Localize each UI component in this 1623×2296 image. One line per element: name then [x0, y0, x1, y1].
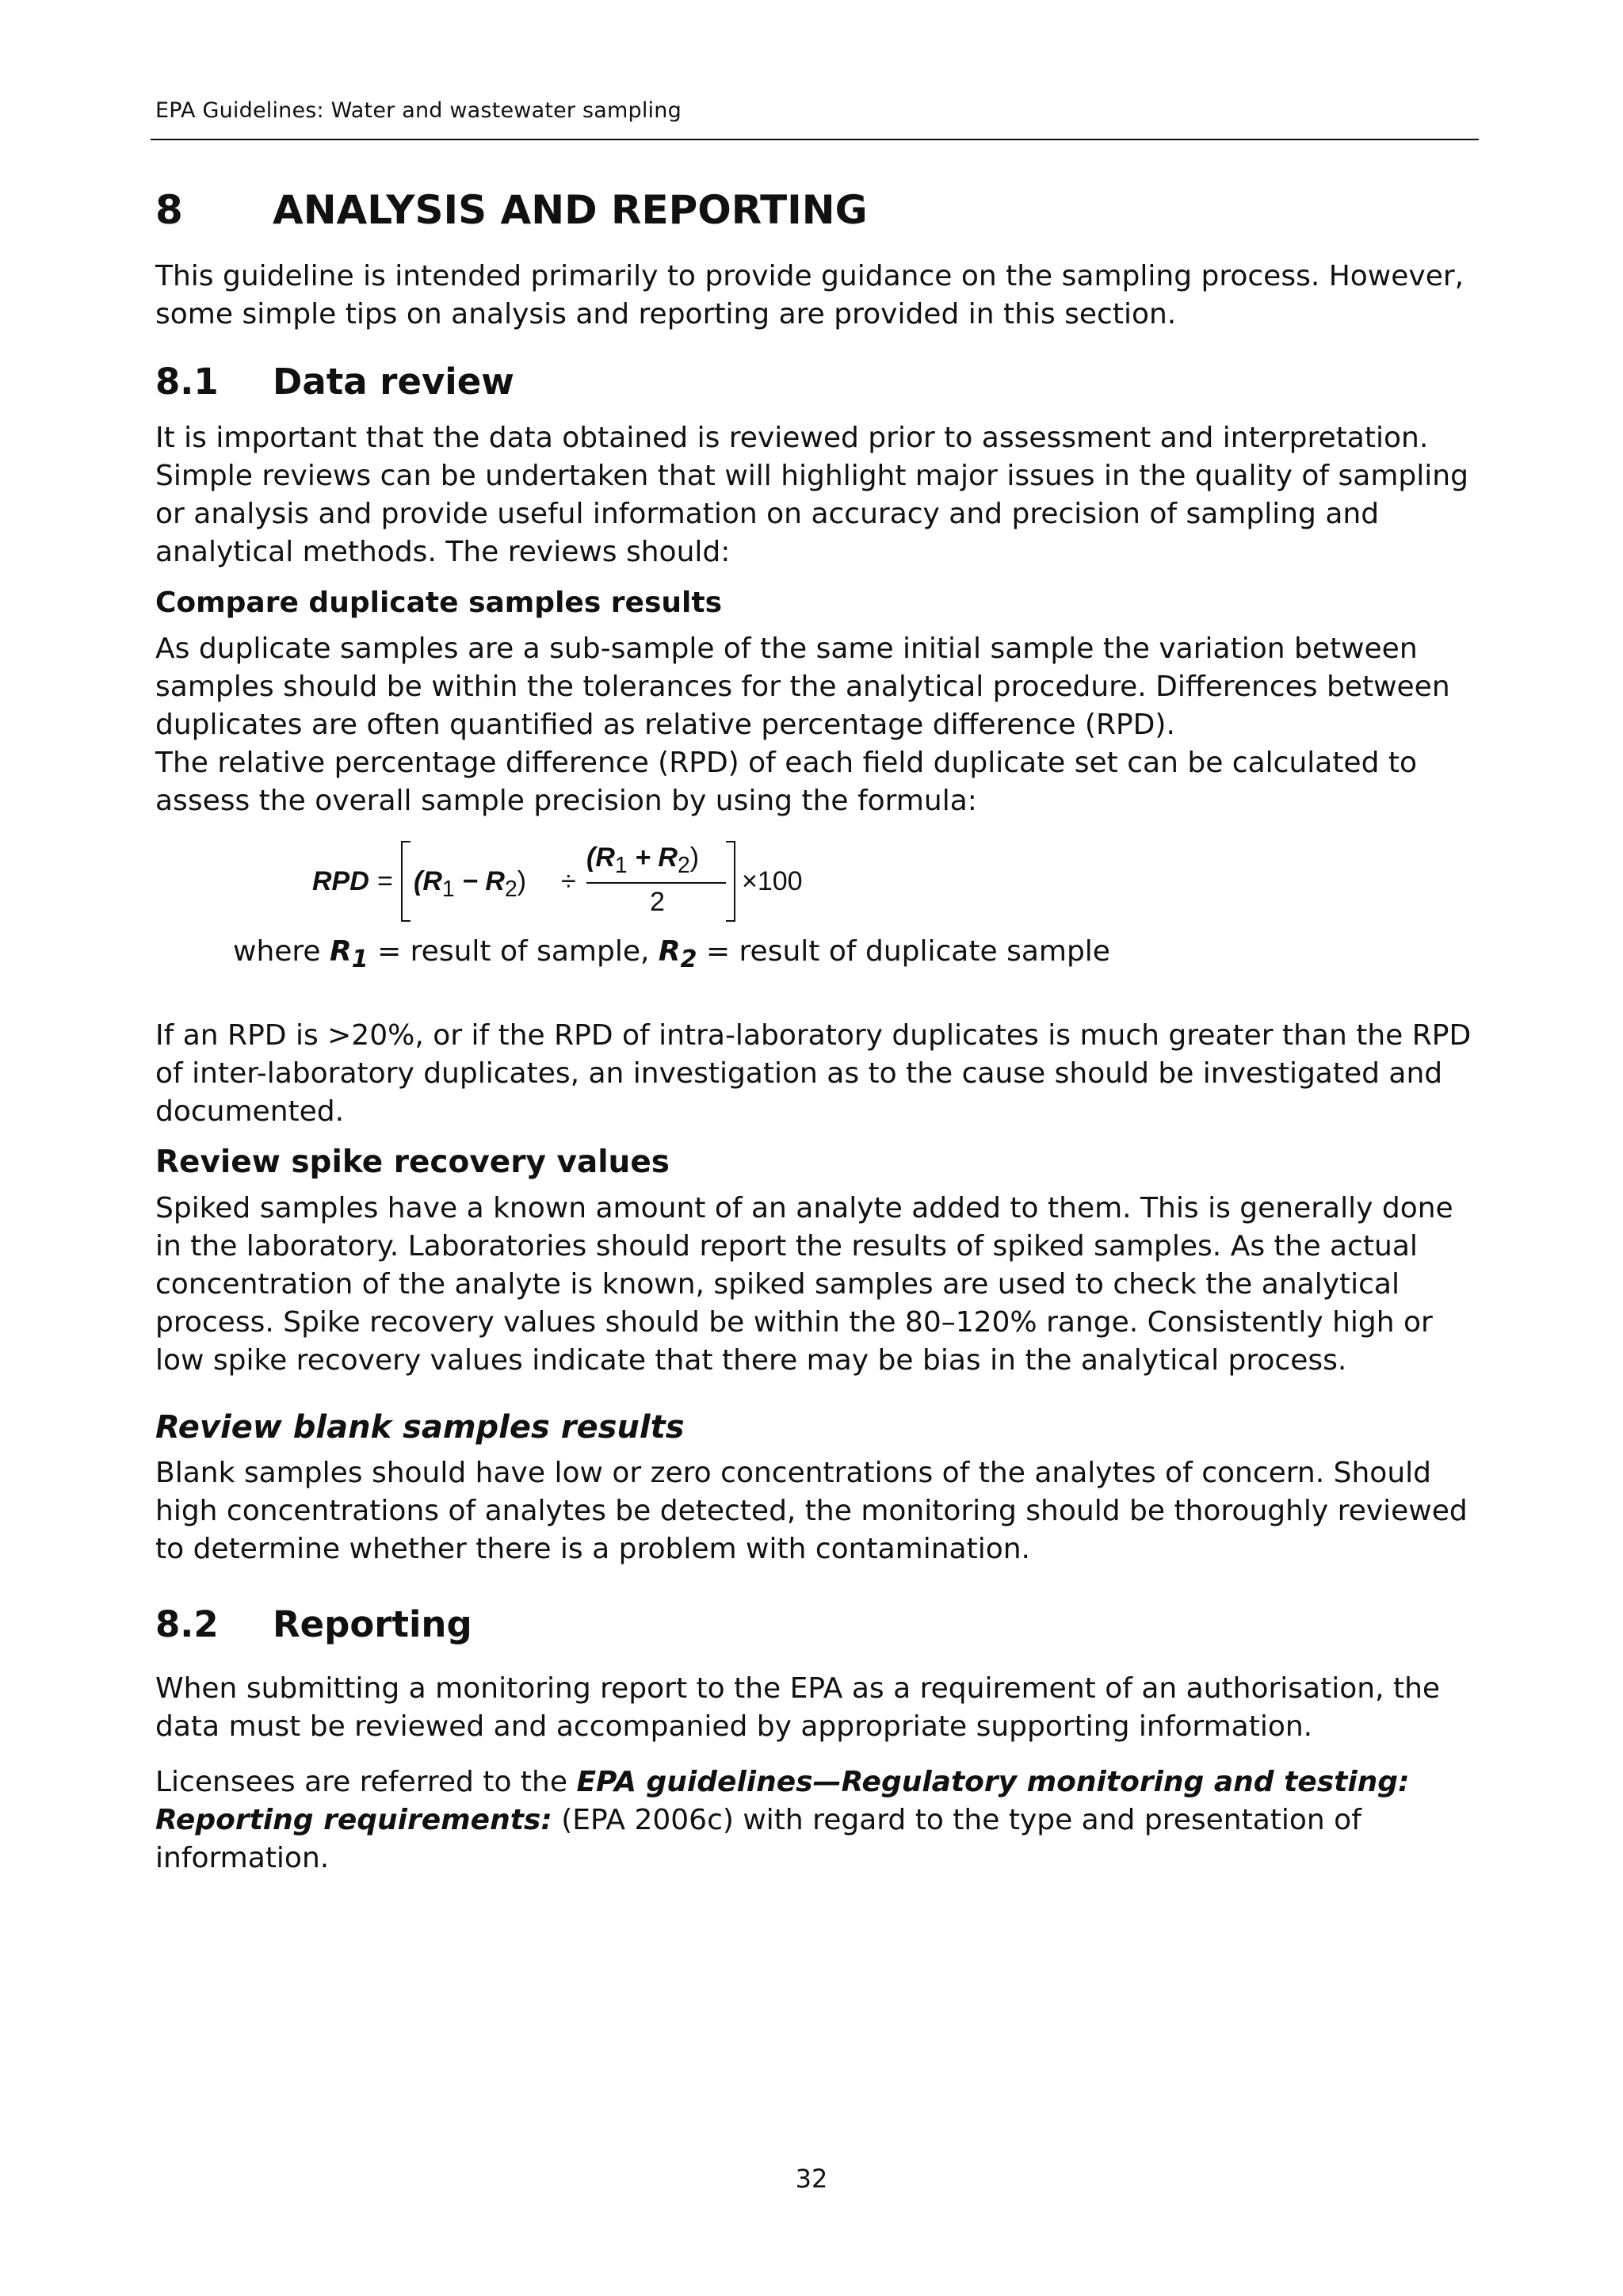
data-review-intro: It is important that the data obtained is reviewed prior to assessment and interpretation. Simple reviews can be undertaken that will highlight major issues in the quality of sampling or analysis and provide useful information on accuracy and precision of sampling and analytical methods. The reviews should:: [155, 422, 1468, 568]
formula-divide: ÷: [561, 866, 576, 896]
page-number: 32: [795, 2164, 828, 2194]
section-number: 8.2: [155, 1603, 219, 1646]
chapter-title: ANALYSIS AND REPORTING: [273, 187, 868, 233]
section-heading-reporting: [155, 1603, 1487, 1646]
reporting-paragraph-1: When submitting a monitoring report to the EPA as a requirement of an authorisation, the data must be reviewed and accompanied by appropriate supporting information.: [155, 1672, 1441, 1744]
chapter-heading: [155, 186, 1487, 234]
formula-times-100: ×100: [742, 866, 803, 896]
duplicates-paragraph-1: As duplicate samples are a sub-sample of the same initial sample the variation between samples should be within the tolerances for the analytical procedure. Differences between duplicates are often quantified as relative percentage difference (RPD).: [155, 632, 1450, 741]
formula-difference: $(R_1 - R_2)$: [414, 866, 527, 902]
formula-fraction-line: [586, 882, 726, 884]
duplicates-paragraph-2: The relative percentage difference (RPD) of each field duplicate set can be calculated to assess the overall sample precision by using the formula:: [155, 747, 1418, 817]
blank-paragraph: Blank samples should have low or zero concentrations of the analytes of concern. Should high concentrations of analytes be detected, the monitoring should be thoroughly reviewed to determine whether there is a problem with contamination.: [155, 1457, 1468, 1566]
formula-legend: where $R_1$ = result of sample, $R_2$ = result of duplicate sample: [233, 935, 1110, 974]
formula-denominator: 2: [650, 887, 665, 917]
header-rule: [151, 139, 1479, 140]
formula-numerator: $(R_1 + R_2)$: [586, 842, 700, 878]
chapter-number: 8: [155, 187, 183, 233]
section-heading-data-review: [155, 361, 1487, 403]
running-header: EPA Guidelines: Water and wastewater sampling: [155, 98, 682, 123]
page-content: [155, 186, 1487, 1895]
section-title: Data review: [273, 361, 514, 403]
reporting-paragraph-2: Licensees are referred to the EPA guidelines—Regulatory monitoring and testing: Reporting requirements: (EPA 2006c) with regard to the type and presentation of information.: [155, 1766, 1410, 1875]
formula-lhs: RPD: [312, 866, 369, 896]
section-title: Reporting: [273, 1603, 472, 1646]
duplicates-paragraph-3: If an RPD is >20%, or if the RPD of intra-laboratory duplicates is much greater than the RPD of inter-laboratory duplicates, an investigation as to the cause should be investigated and documented.: [155, 1019, 1472, 1129]
reference-title: EPA guidelines—Regulatory monitoring and testing: Reporting requirements:: [155, 1766, 1410, 1837]
subheading-blank-samples: Review blank samples results: [155, 1409, 685, 1446]
spike-paragraph: Spiked samples have a known amount of an analyte added to them. This is generally done in the laboratory. Laboratories should report the results of spiked samples. As the actual concentration of the analyte is known, spiked samples are used to check the analytical process. Spike recovery values should be within the 80–120% range. Consistently high or low spike recovery values indicate that there may be bias in the analytical process.: [155, 1192, 1453, 1377]
subheading-spike-recovery: Review spike recovery values: [155, 1144, 670, 1181]
formula-bracket-right: [726, 841, 735, 922]
formula-bracket-left: [401, 841, 411, 922]
rpd-formula: [155, 841, 1487, 928]
subheading-duplicates: Compare duplicate samples results: [155, 586, 722, 619]
chapter-intro: This guideline is intended primarily to provide guidance on the sampling process. However, some simple tips on analysis and reporting are provided in this section.: [155, 260, 1465, 330]
section-number: 8.1: [155, 361, 219, 403]
formula-equals: =: [377, 866, 393, 896]
